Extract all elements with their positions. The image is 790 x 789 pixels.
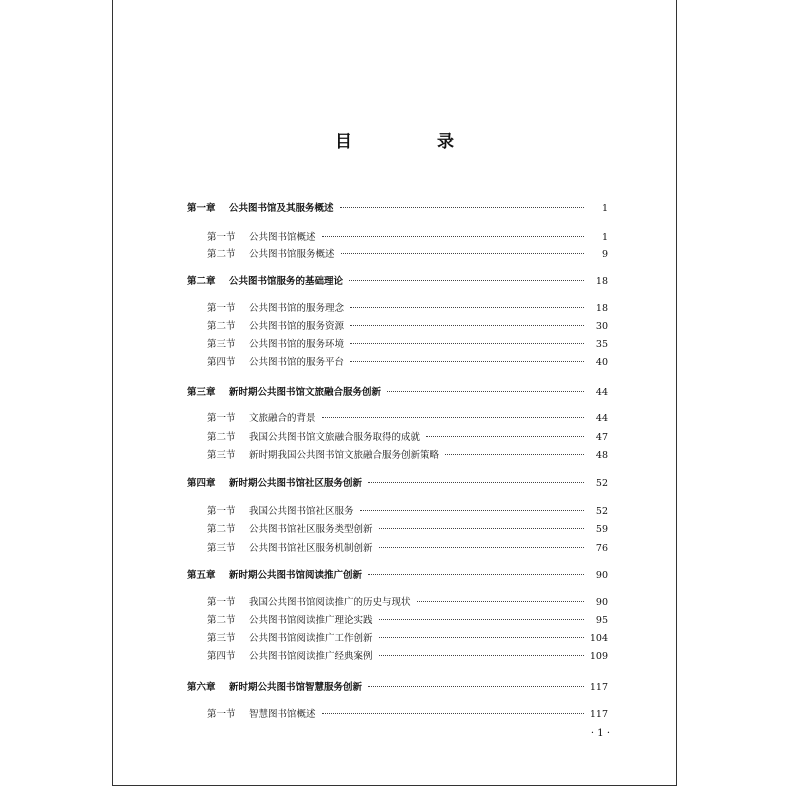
toc-chapter-entry [187, 200, 608, 214]
toc-entry-page: 117 [589, 709, 608, 720]
toc-entry-title: 公共图书馆的服务资源 [249, 321, 345, 332]
toc-entry-page: 52 [595, 506, 608, 517]
toc-section-entry [207, 503, 608, 517]
toc-entry-number: 第五章 [187, 570, 216, 581]
toc-leader-dots [379, 527, 584, 529]
toc-entry-number: 第三节 [207, 450, 236, 461]
toc-leader-dots [368, 685, 584, 687]
toc-entry-number: 第三节 [207, 339, 236, 350]
toc-entry-page: 30 [595, 321, 608, 332]
toc-chapter-entry [187, 384, 608, 398]
toc-chapter-entry [187, 475, 608, 489]
toc-entry-page: 90 [595, 570, 608, 581]
toc-entry-title: 文旅融合的背景 [249, 413, 316, 424]
toc-leader-dots [349, 279, 584, 281]
toc-entry-title: 我国公共图书馆社区服务 [249, 506, 354, 517]
toc-leader-dots [379, 654, 584, 656]
toc-entry-number: 第二节 [207, 321, 236, 332]
toc-entry-page: 95 [595, 615, 608, 626]
toc-entry-title: 公共图书馆阅读推广工作创新 [249, 633, 373, 644]
toc-section-entry [207, 447, 608, 461]
toc-entry-page: 40 [595, 357, 608, 368]
toc-entry-page: 76 [595, 543, 608, 554]
toc-leader-dots [445, 453, 584, 455]
toc-entry-page: 104 [589, 633, 608, 644]
toc-leader-dots [417, 600, 584, 602]
toc-entry-number: 第三节 [207, 633, 236, 644]
toc-section-entry [207, 336, 608, 350]
toc-entry-page: 59 [595, 524, 608, 535]
toc-entry-title: 公共图书馆的服务平台 [249, 357, 345, 368]
toc-leader-dots [340, 206, 584, 208]
toc-leader-dots [379, 546, 584, 548]
toc-entry-title: 公共图书馆及其服务概述 [229, 203, 334, 214]
toc-entry-number: 第二节 [207, 524, 236, 535]
toc-entry-title: 新时期公共图书馆阅读推广创新 [229, 570, 363, 581]
toc-entry-page: 9 [601, 249, 608, 260]
toc-section-entry [207, 410, 608, 424]
toc-entry-page: 52 [595, 478, 608, 489]
toc-leader-dots [350, 342, 584, 344]
toc-section-entry [207, 246, 608, 260]
toc-leader-dots [387, 390, 584, 392]
toc-entry-number: 第一节 [207, 232, 236, 243]
toc-entry-page: 18 [595, 276, 608, 287]
toc-entry-number: 第一节 [207, 506, 236, 517]
toc-section-entry [207, 594, 608, 608]
toc-entry-number: 第一节 [207, 413, 236, 424]
toc-entry-title: 新时期公共图书馆文旅融合服务创新 [229, 387, 382, 398]
toc-leader-dots [350, 360, 584, 362]
page-title: 目 录 [335, 132, 488, 152]
toc-entry-page: 48 [595, 450, 608, 461]
toc-leader-dots [368, 573, 584, 575]
toc-entry-title: 我国公共图书馆文旅融合服务取得的成就 [249, 432, 421, 443]
toc-leader-dots [426, 435, 584, 437]
toc-section-entry [207, 630, 608, 644]
toc-leader-dots [350, 306, 584, 308]
toc-entry-number: 第三章 [187, 387, 216, 398]
toc-entry-page: 44 [595, 413, 608, 424]
toc-entry-page: 18 [595, 303, 608, 314]
toc-section-entry [207, 429, 608, 443]
page-number-footer: · 1 · [590, 728, 610, 739]
toc-entry-title: 公共图书馆服务的基础理论 [229, 276, 344, 287]
toc-entry-number: 第四章 [187, 478, 216, 489]
toc-entry-number: 第二节 [207, 615, 236, 626]
toc-section-entry [207, 706, 608, 720]
toc-entry-page: 35 [595, 339, 608, 350]
toc-entry-number: 第一节 [207, 709, 236, 720]
toc-entry-number: 第一节 [207, 597, 236, 608]
toc-entry-title: 智慧图书馆概述 [249, 709, 316, 720]
toc-section-entry [207, 354, 608, 368]
toc-section-entry [207, 521, 608, 535]
toc-entry-title: 公共图书馆阅读推广经典案例 [249, 651, 373, 662]
toc-leader-dots [350, 324, 584, 326]
toc-leader-dots [379, 636, 584, 638]
toc-entry-page: 117 [589, 682, 608, 693]
toc-section-entry [207, 229, 608, 243]
toc-entry-number: 第四节 [207, 651, 236, 662]
toc-entry-title: 公共图书馆社区服务机制创新 [249, 543, 373, 554]
toc-entry-number: 第二节 [207, 432, 236, 443]
toc-leader-dots [368, 481, 584, 483]
toc-entry-page: 44 [595, 387, 608, 398]
toc-leader-dots [341, 252, 584, 254]
toc-entry-number: 第三节 [207, 543, 236, 554]
toc-chapter-entry [187, 273, 608, 287]
toc-entry-title: 公共图书馆的服务理念 [249, 303, 345, 314]
toc-leader-dots [322, 235, 584, 237]
toc-entry-title: 公共图书馆服务概述 [249, 249, 335, 260]
toc-section-entry [207, 300, 608, 314]
toc-entry-page: 47 [595, 432, 608, 443]
toc-entry-title: 公共图书馆概述 [249, 232, 316, 243]
toc-section-entry [207, 540, 608, 554]
toc-entry-number: 第二章 [187, 276, 216, 287]
toc-chapter-entry [187, 679, 608, 693]
toc-entry-title: 新时期我国公共图书馆文旅融合服务创新策略 [249, 450, 440, 461]
document-page [112, 0, 677, 786]
toc-leader-dots [379, 618, 584, 620]
toc-section-entry [207, 648, 608, 662]
toc-entry-page: 109 [589, 651, 608, 662]
toc-entry-page: 1 [601, 232, 608, 243]
toc-entry-number: 第一节 [207, 303, 236, 314]
toc-entry-title: 新时期公共图书馆社区服务创新 [229, 478, 363, 489]
toc-chapter-entry [187, 567, 608, 581]
toc-leader-dots [322, 712, 584, 714]
toc-entry-page: 1 [601, 203, 608, 214]
toc-entry-number: 第六章 [187, 682, 216, 693]
toc-section-entry [207, 612, 608, 626]
toc-section-entry [207, 318, 608, 332]
toc-leader-dots [322, 416, 584, 418]
toc-entry-number: 第二节 [207, 249, 236, 260]
toc-entry-page: 90 [595, 597, 608, 608]
toc-entry-title: 公共图书馆的服务环境 [249, 339, 345, 350]
toc-entry-title: 公共图书馆阅读推广理论实践 [249, 615, 373, 626]
toc-entry-title: 新时期公共图书馆智慧服务创新 [229, 682, 363, 693]
toc-leader-dots [360, 509, 584, 511]
toc-entry-number: 第一章 [187, 203, 216, 214]
toc-entry-title: 我国公共图书馆阅读推广的历史与现状 [249, 597, 411, 608]
toc-entry-title: 公共图书馆社区服务类型创新 [249, 524, 373, 535]
toc-entry-number: 第四节 [207, 357, 236, 368]
